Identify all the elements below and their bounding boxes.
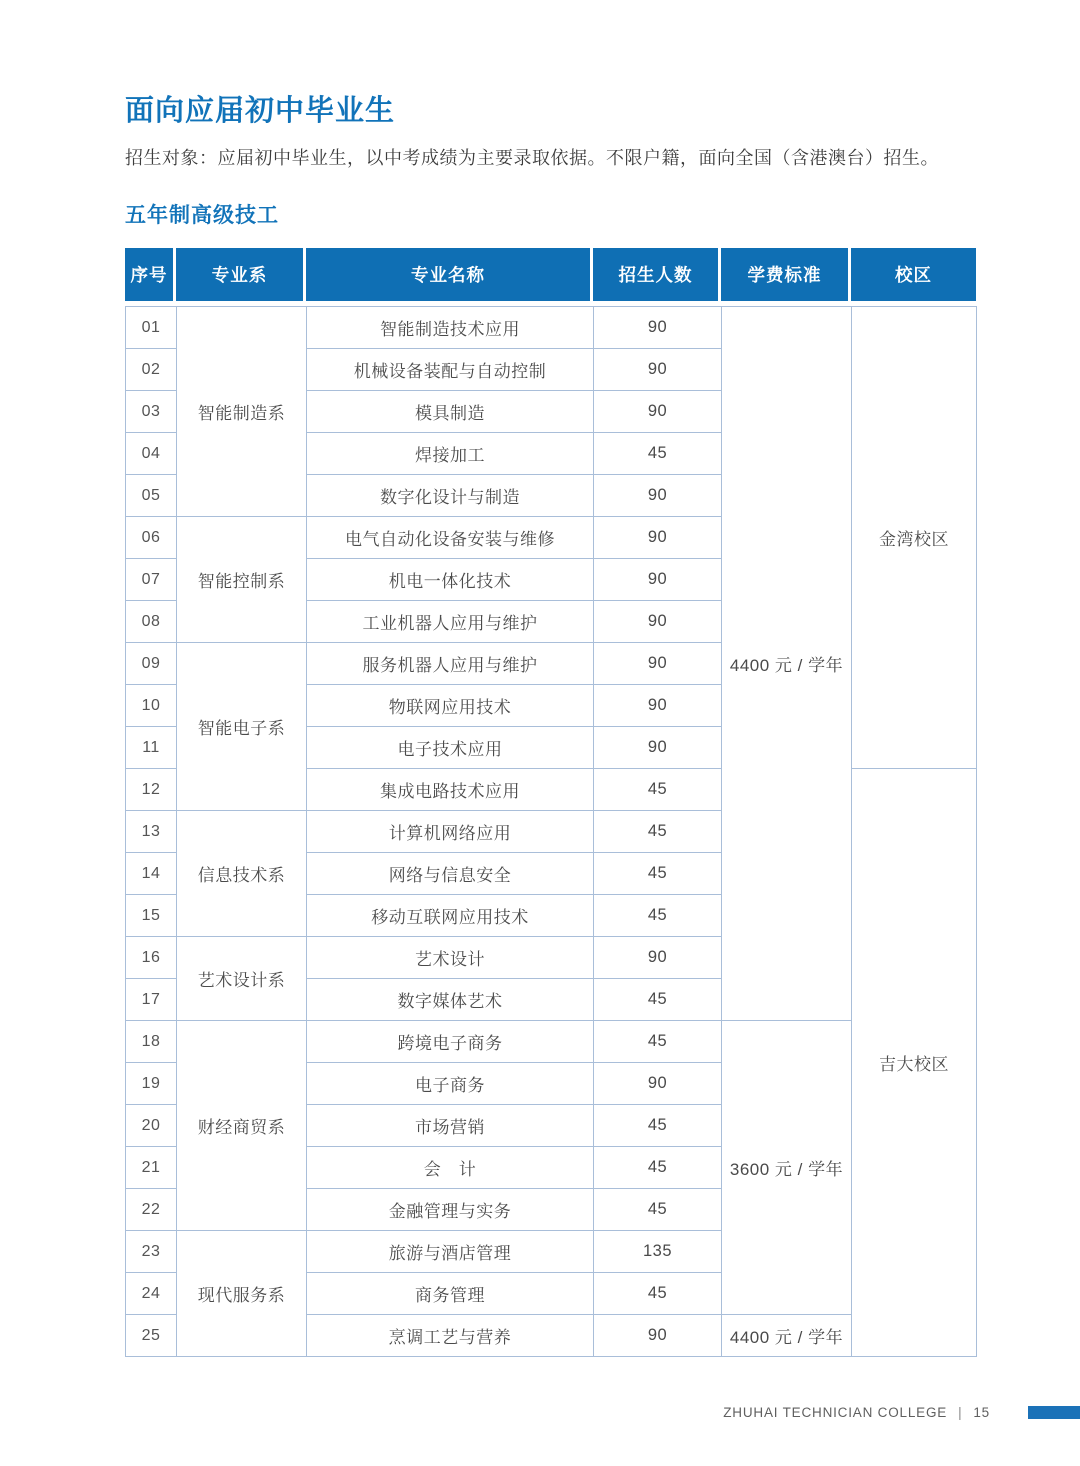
department-cell: 现代服务系 [177, 1231, 307, 1357]
major-name: 电气自动化设备安装与维修 [307, 517, 594, 559]
header-major: 专业名称 [306, 248, 593, 301]
enrollment-count: 90 [594, 937, 722, 979]
row-number: 02 [126, 349, 177, 391]
table-header-row [125, 248, 976, 301]
row-number: 07 [126, 559, 177, 601]
enrollment-count: 90 [594, 559, 722, 601]
major-name: 模具制造 [307, 391, 594, 433]
enrollment-count: 90 [594, 475, 722, 517]
footer-text [723, 1405, 990, 1420]
majors-table [125, 306, 977, 1357]
major-name: 旅游与酒店管理 [307, 1231, 594, 1273]
major-name: 跨境电子商务 [307, 1021, 594, 1063]
enrollment-count: 90 [594, 643, 722, 685]
row-number: 06 [126, 517, 177, 559]
major-name: 工业机器人应用与维护 [307, 601, 594, 643]
enrollment-count: 45 [594, 895, 722, 937]
enrollment-count: 90 [594, 349, 722, 391]
major-name: 机械设备装配与自动控制 [307, 349, 594, 391]
campus-cell: 金湾校区 [852, 307, 977, 769]
row-number: 15 [126, 895, 177, 937]
row-number: 11 [126, 727, 177, 769]
campus-cell: 吉大校区 [852, 769, 977, 1357]
major-name: 数字化设计与制造 [307, 475, 594, 517]
enrollment-count: 90 [594, 685, 722, 727]
enrollment-count: 90 [594, 1315, 722, 1357]
enrollment-count: 90 [594, 601, 722, 643]
row-number: 23 [126, 1231, 177, 1273]
page-title: 面向应届初中毕业生 [125, 95, 396, 127]
enrollment-count: 45 [594, 979, 722, 1021]
row-number: 19 [126, 1063, 177, 1105]
row-number: 17 [126, 979, 177, 1021]
enrollment-count: 45 [594, 1189, 722, 1231]
major-name: 物联网应用技术 [307, 685, 594, 727]
enrollment-count: 45 [594, 811, 722, 853]
row-number: 09 [126, 643, 177, 685]
row-number: 13 [126, 811, 177, 853]
major-name: 集成电路技术应用 [307, 769, 594, 811]
major-name: 计算机网络应用 [307, 811, 594, 853]
major-name: 机电一体化技术 [307, 559, 594, 601]
major-name: 数字媒体艺术 [307, 979, 594, 1021]
enrollment-count: 45 [594, 1147, 722, 1189]
header-campus: 校区 [851, 248, 976, 301]
enrollment-count: 90 [594, 307, 722, 349]
row-number: 08 [126, 601, 177, 643]
section-title: 五年制高级技工 [125, 204, 279, 228]
major-name: 智能制造技术应用 [307, 307, 594, 349]
major-name: 金融管理与实务 [307, 1189, 594, 1231]
enrollment-count: 90 [594, 391, 722, 433]
header-department: 专业系 [176, 248, 306, 301]
department-cell: 智能电子系 [177, 643, 307, 811]
footer-separator: | [958, 1405, 963, 1420]
major-name: 会 计 [307, 1147, 594, 1189]
page-content [125, 96, 976, 1357]
enrollment-count: 90 [594, 517, 722, 559]
enrollment-count: 90 [594, 1063, 722, 1105]
row-number: 01 [126, 307, 177, 349]
row-number: 20 [126, 1105, 177, 1147]
major-name: 商务管理 [307, 1273, 594, 1315]
table-row [126, 1021, 977, 1063]
header-enrollment: 招生人数 [593, 248, 721, 301]
row-number: 12 [126, 769, 177, 811]
admission-target-text: 招生对象：应届初中毕业生，以中考成绩为主要录取依据。不限户籍，面向全国（含港澳台）招生。 [125, 147, 939, 168]
tuition-cell: 4400 元 / 学年 [722, 1315, 852, 1357]
enrollment-count: 45 [594, 769, 722, 811]
enrollment-count: 45 [594, 853, 722, 895]
row-number: 14 [126, 853, 177, 895]
footer-college-name: ZHUHAI TECHNICIAN COLLEGE [723, 1405, 948, 1420]
tuition-cell: 4400 元 / 学年 [722, 307, 852, 1021]
row-number: 16 [126, 937, 177, 979]
enrollment-count: 45 [594, 1021, 722, 1063]
department-cell: 财经商贸系 [177, 1021, 307, 1231]
row-number: 25 [126, 1315, 177, 1357]
major-name: 烹调工艺与营养 [307, 1315, 594, 1357]
row-number: 03 [126, 391, 177, 433]
major-name: 电子商务 [307, 1063, 594, 1105]
page-footer [0, 1401, 1080, 1423]
header-tuition: 学费标准 [721, 248, 851, 301]
footer-page-number: 15 [973, 1405, 990, 1420]
header-no: 序号 [125, 248, 176, 301]
row-number: 24 [126, 1273, 177, 1315]
enrollment-count: 45 [594, 433, 722, 475]
row-number: 21 [126, 1147, 177, 1189]
row-number: 04 [126, 433, 177, 475]
major-name: 艺术设计 [307, 937, 594, 979]
row-number: 05 [126, 475, 177, 517]
major-name: 市场营销 [307, 1105, 594, 1147]
enrollment-count: 45 [594, 1273, 722, 1315]
enrollment-count: 45 [594, 1105, 722, 1147]
department-cell: 信息技术系 [177, 811, 307, 937]
major-name: 电子技术应用 [307, 727, 594, 769]
department-cell: 智能控制系 [177, 517, 307, 643]
department-cell: 艺术设计系 [177, 937, 307, 1021]
row-number: 22 [126, 1189, 177, 1231]
department-cell: 智能制造系 [177, 307, 307, 517]
row-number: 10 [126, 685, 177, 727]
enrollment-count: 90 [594, 727, 722, 769]
row-number: 18 [126, 1021, 177, 1063]
major-name: 网络与信息安全 [307, 853, 594, 895]
footer-accent-bar [1028, 1406, 1080, 1419]
enrollment-count: 135 [594, 1231, 722, 1273]
table-row [126, 307, 977, 349]
major-name: 移动互联网应用技术 [307, 895, 594, 937]
tuition-cell: 3600 元 / 学年 [722, 1021, 852, 1315]
major-name: 服务机器人应用与维护 [307, 643, 594, 685]
major-name: 焊接加工 [307, 433, 594, 475]
